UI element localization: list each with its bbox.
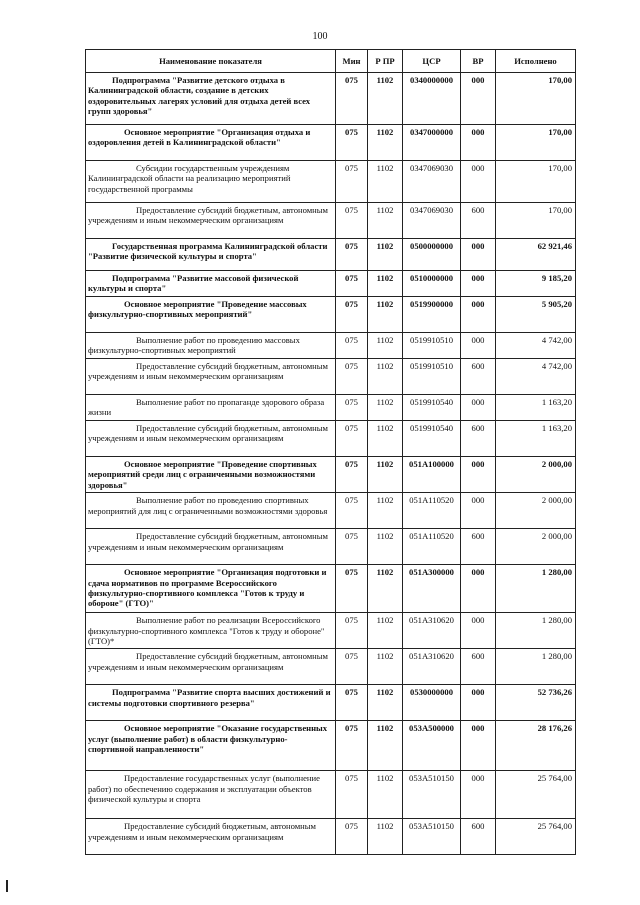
- row-rpr: 1102: [368, 721, 403, 771]
- row-name: Предоставление государственных услуг (выполнение работ) по обеспечению содержания и эксплуатации объектов физической культуры и спорта: [88, 773, 320, 805]
- row-done: 2 000,00: [496, 529, 576, 565]
- budget-table: [85, 49, 576, 855]
- row-csr: 051A110520: [403, 529, 461, 565]
- row-vr: 000: [461, 73, 496, 125]
- row-min: 075: [336, 297, 368, 333]
- row-name: Предоставление субсидий бюджетным, автономным учреждениям и иным некоммерческим организациям: [88, 423, 328, 444]
- table-row: [86, 73, 576, 125]
- table-row: [86, 771, 576, 819]
- row-name: Основное мероприятие "Организация подготовки и сдача нормативов по программе Всероссийского физкультурно-спортивного комплекса "Готов к труду и обороне" (ГТО)": [88, 567, 327, 609]
- row-rpr: 1102: [368, 239, 403, 271]
- row-name: Предоставление субсидий бюджетным, автономным учреждениям и иным некоммерческим организациям: [88, 531, 328, 552]
- margin-mark: [6, 880, 8, 892]
- row-min: 075: [336, 493, 368, 529]
- table-row: [86, 333, 576, 359]
- row-min: 075: [336, 73, 368, 125]
- row-min: 075: [336, 359, 368, 395]
- table-row: [86, 125, 576, 161]
- table-row: [86, 395, 576, 421]
- table-row: [86, 685, 576, 721]
- row-vr: 600: [461, 529, 496, 565]
- row-csr: 051A110520: [403, 493, 461, 529]
- row-vr: 600: [461, 649, 496, 685]
- table-row: [86, 297, 576, 333]
- row-min: 075: [336, 685, 368, 721]
- row-done: 1 280,00: [496, 649, 576, 685]
- row-rpr: 1102: [368, 649, 403, 685]
- row-done: 1 280,00: [496, 613, 576, 649]
- row-name: Государственная программа Калининградской области "Развитие физической культуры и спорта": [88, 241, 328, 262]
- table-row: [86, 421, 576, 457]
- row-done: 5 905,20: [496, 297, 576, 333]
- row-rpr: 1102: [368, 271, 403, 297]
- table-row: [86, 239, 576, 271]
- row-done: 1 163,20: [496, 395, 576, 421]
- row-name: Субсидии государственным учреждениям Калининградской области на реализацию мероприятий государственной программы: [88, 163, 291, 194]
- row-done: 170,00: [496, 161, 576, 203]
- row-done: 4 742,00: [496, 333, 576, 359]
- row-vr: 000: [461, 771, 496, 819]
- row-min: 075: [336, 819, 368, 855]
- row-vr: 000: [461, 297, 496, 333]
- row-done: 1 163,20: [496, 421, 576, 457]
- row-name: Основное мероприятие "Проведение массовых физкультурно-спортивных мероприятий": [88, 299, 307, 320]
- row-min: 075: [336, 333, 368, 359]
- row-min: 075: [336, 271, 368, 297]
- row-csr: 0519910540: [403, 395, 461, 421]
- page-number: 100: [312, 31, 328, 42]
- row-vr: 000: [461, 685, 496, 721]
- row-done: 170,00: [496, 73, 576, 125]
- table-row: [86, 649, 576, 685]
- row-done: 170,00: [496, 203, 576, 239]
- row-name: Основное мероприятие "Организация отдыха и оздоровления детей в Калининградской области": [88, 127, 311, 148]
- row-min: 075: [336, 421, 368, 457]
- header-csr: ЦСР: [403, 50, 461, 73]
- row-min: 075: [336, 565, 368, 613]
- row-vr: 000: [461, 271, 496, 297]
- header-done: Исполнено: [496, 50, 576, 73]
- row-rpr: 1102: [368, 685, 403, 721]
- table-row: [86, 529, 576, 565]
- row-csr: 0519910510: [403, 333, 461, 359]
- table-row: [86, 271, 576, 297]
- row-vr: 000: [461, 395, 496, 421]
- row-csr: 051A300000: [403, 565, 461, 613]
- row-vr: 000: [461, 721, 496, 771]
- row-vr: 600: [461, 421, 496, 457]
- row-name: Выполнение работ по проведению массовых физкультурно-спортивных мероприятий: [88, 335, 300, 356]
- header-name: Наименование показателя: [86, 50, 336, 73]
- row-vr: 000: [461, 493, 496, 529]
- row-csr: 0519910540: [403, 421, 461, 457]
- row-rpr: 1102: [368, 529, 403, 565]
- row-min: 075: [336, 649, 368, 685]
- row-rpr: 1102: [368, 421, 403, 457]
- row-min: 075: [336, 457, 368, 493]
- row-vr: 000: [461, 613, 496, 649]
- row-name: Выполнение работ по пропаганде здорового образа жизни: [88, 397, 325, 418]
- row-rpr: 1102: [368, 771, 403, 819]
- row-name: Подпрограмма "Развитие детского отдыха в Калининградской области, создание в детских оздоровительных лагерях условий для отдыха детей всех групп здоровья": [88, 75, 311, 117]
- row-vr: 600: [461, 203, 496, 239]
- table-row: [86, 203, 576, 239]
- row-name: Основное мероприятие "Оказание государственных услуг (выполнение работ) в области физкультурно-спортивной направленности": [88, 723, 328, 755]
- row-rpr: 1102: [368, 493, 403, 529]
- row-csr: 0340000000: [403, 73, 461, 125]
- row-min: 075: [336, 203, 368, 239]
- row-done: 1 280,00: [496, 565, 576, 613]
- table-row: [86, 819, 576, 855]
- row-csr: 053A500000: [403, 721, 461, 771]
- row-rpr: 1102: [368, 333, 403, 359]
- header-min: Мин: [336, 50, 368, 73]
- row-done: 2 000,00: [496, 457, 576, 493]
- row-csr: 053A510150: [403, 771, 461, 819]
- table-row: [86, 721, 576, 771]
- row-vr: 000: [461, 565, 496, 613]
- row-rpr: 1102: [368, 161, 403, 203]
- row-done: 28 176,26: [496, 721, 576, 771]
- row-min: 075: [336, 125, 368, 161]
- table-row: [86, 493, 576, 529]
- row-rpr: 1102: [368, 613, 403, 649]
- row-rpr: 1102: [368, 565, 403, 613]
- row-csr: 0500000000: [403, 239, 461, 271]
- table-row: [86, 565, 576, 613]
- table-row: [86, 359, 576, 395]
- row-min: 075: [336, 529, 368, 565]
- row-done: 52 736,26: [496, 685, 576, 721]
- row-name: Выполнение работ по реализации Всероссийского физкультурно-спортивного комплекса "Готов к труду и обороне" (ГТО)*: [88, 615, 325, 647]
- row-csr: 053A510150: [403, 819, 461, 855]
- row-csr: 051A100000: [403, 457, 461, 493]
- row-csr: 0530000000: [403, 685, 461, 721]
- row-rpr: 1102: [368, 73, 403, 125]
- table-row: [86, 457, 576, 493]
- row-name: Предоставление субсидий бюджетным, автономным учреждениям и иным некоммерческим организациям: [88, 361, 328, 382]
- row-rpr: 1102: [368, 395, 403, 421]
- row-csr: 051A310620: [403, 649, 461, 685]
- row-name: Подпрограмма "Развитие массовой физической культуры и спорта": [88, 273, 299, 294]
- row-min: 075: [336, 721, 368, 771]
- row-name: Подпрограмма "Развитие спорта высших достижений и системы подготовки спортивного резерва": [88, 687, 331, 708]
- row-vr: 000: [461, 239, 496, 271]
- row-rpr: 1102: [368, 457, 403, 493]
- row-vr: 000: [461, 161, 496, 203]
- row-done: 62 921,46: [496, 239, 576, 271]
- row-name: Выполнение работ по проведению спортивных мероприятий для лиц с ограниченными возможностями здоровья: [88, 495, 328, 516]
- row-done: 170,00: [496, 125, 576, 161]
- row-csr: 0510000000: [403, 271, 461, 297]
- row-rpr: 1102: [368, 819, 403, 855]
- row-csr: 051A310620: [403, 613, 461, 649]
- row-vr: 600: [461, 819, 496, 855]
- table-row: [86, 613, 576, 649]
- row-rpr: 1102: [368, 359, 403, 395]
- row-rpr: 1102: [368, 125, 403, 161]
- row-done: 25 764,00: [496, 771, 576, 819]
- row-csr: 0347000000: [403, 125, 461, 161]
- row-min: 075: [336, 161, 368, 203]
- row-min: 075: [336, 395, 368, 421]
- row-csr: 0519910510: [403, 359, 461, 395]
- row-csr: 0347069030: [403, 161, 461, 203]
- row-min: 075: [336, 613, 368, 649]
- table-header-row: [86, 50, 576, 73]
- table-row: [86, 161, 576, 203]
- row-csr: 0347069030: [403, 203, 461, 239]
- row-name: Предоставление субсидий бюджетным, автономным учреждениям и иным некоммерческим организациям: [88, 651, 328, 672]
- row-csr: 0519900000: [403, 297, 461, 333]
- header-vr: ВР: [461, 50, 496, 73]
- header-rpr: Р ПР: [368, 50, 403, 73]
- row-name: Основное мероприятие "Проведение спортивных мероприятий среди лиц с ограниченными возможностями здоровья": [88, 459, 317, 490]
- row-vr: 000: [461, 333, 496, 359]
- row-rpr: 1102: [368, 203, 403, 239]
- row-rpr: 1102: [368, 297, 403, 333]
- row-done: 4 742,00: [496, 359, 576, 395]
- row-vr: 000: [461, 125, 496, 161]
- row-vr: 600: [461, 359, 496, 395]
- row-done: 2 000,00: [496, 493, 576, 529]
- row-done: 9 185,20: [496, 271, 576, 297]
- row-min: 075: [336, 239, 368, 271]
- row-vr: 000: [461, 457, 496, 493]
- row-name: Предоставление субсидий бюджетным, автономным учреждениям и иным некоммерческим организациям: [88, 821, 316, 842]
- row-done: 25 764,00: [496, 819, 576, 855]
- row-min: 075: [336, 771, 368, 819]
- row-name: Предоставление субсидий бюджетным, автономным учреждениям и иным некоммерческим организациям: [88, 205, 328, 226]
